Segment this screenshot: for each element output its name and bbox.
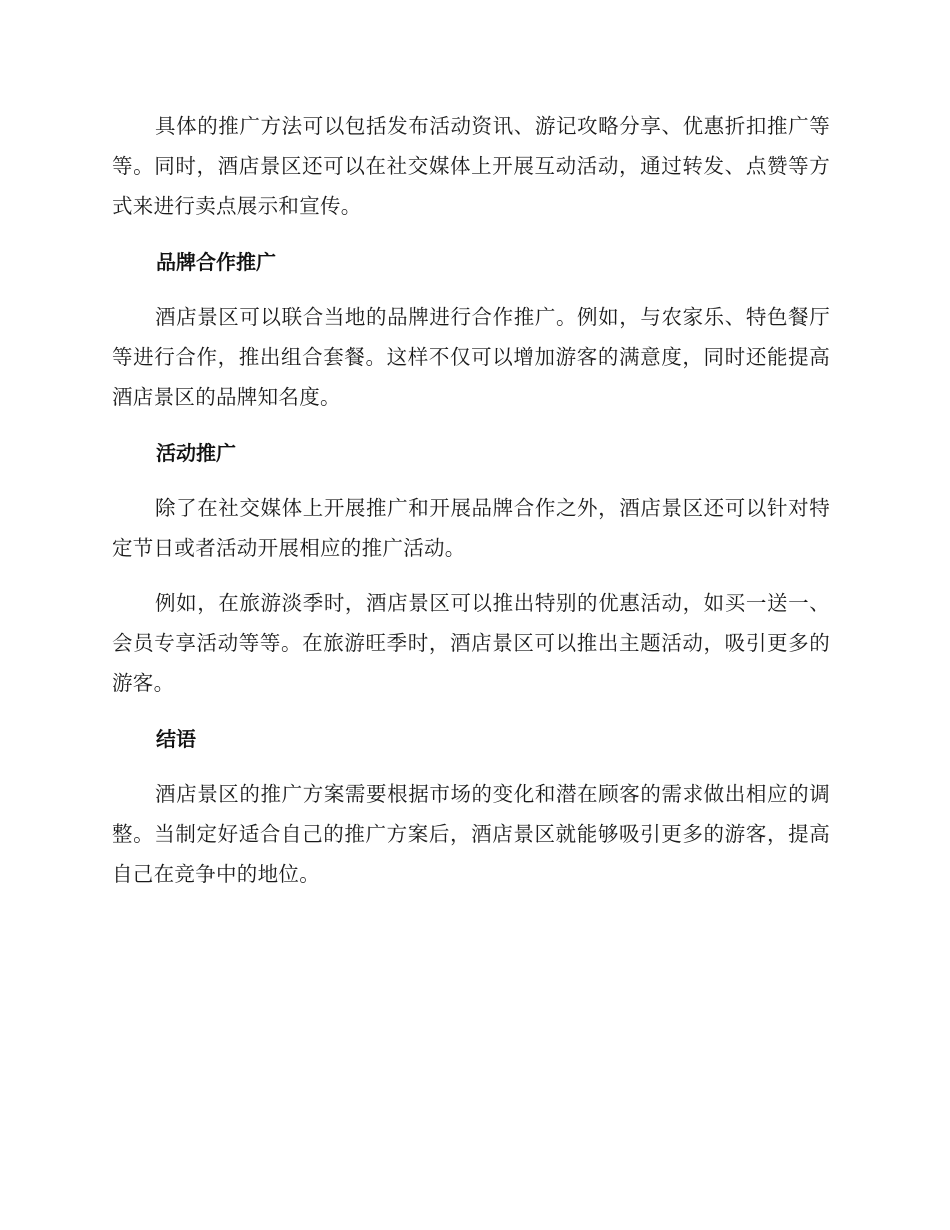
activity-section-paragraph-2: 例如，在旅游淡季时，酒店景区可以推出特别的优惠活动，如买一送一、会员专享活动等等。在旅游旺季时，酒店景区可以推出主题活动，吸引更多的游客。 bbox=[112, 591, 830, 695]
brand-section-heading: 品牌合作推广 bbox=[156, 250, 276, 274]
activity-section-paragraph-1: 除了在社交媒体上开展推广和开展品牌合作之外，酒店景区还可以针对特定节日或者活动开展相应的推广活动。 bbox=[112, 496, 830, 560]
intro-paragraph: 具体的推广方法可以包括发布活动资讯、游记攻略分享、优惠折扣推广等等。同时，酒店景区还可以在社交媒体上开展互动活动，通过转发、点赞等方式来进行卖点展示和宣传。 bbox=[112, 114, 830, 218]
conclusion-section-paragraph: 酒店景区的推广方案需要根据市场的变化和潜在顾客的需求做出相应的调整。当制定好适合自己的推广方案后，酒店景区就能够吸引更多的游客，提高自己在竞争中的地位。 bbox=[112, 782, 830, 886]
brand-section-paragraph: 酒店景区可以联合当地的品牌进行合作推广。例如，与农家乐、特色餐厅等进行合作，推出组合套餐。这样不仅可以增加游客的满意度，同时还能提高酒店景区的品牌知名度。 bbox=[112, 305, 830, 409]
activity-section-heading: 活动推广 bbox=[156, 441, 236, 465]
document-page bbox=[112, 106, 830, 894]
conclusion-section-heading: 结语 bbox=[156, 727, 196, 751]
